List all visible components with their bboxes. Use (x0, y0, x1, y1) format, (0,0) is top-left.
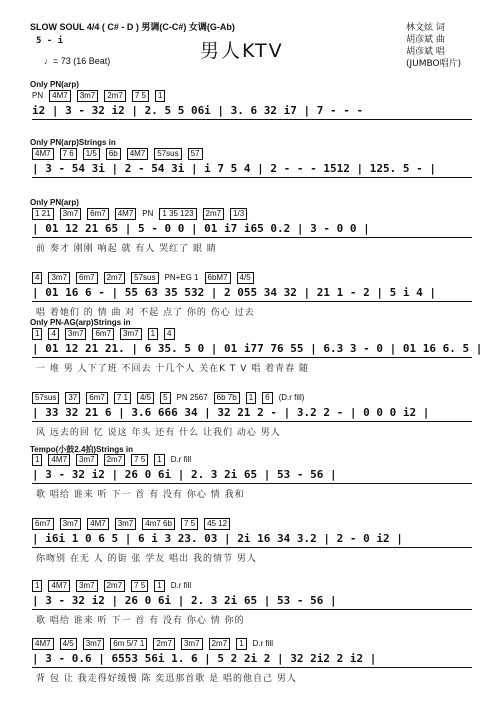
chord-symbol: 3m7 (115, 518, 137, 530)
chord-symbol: 4 (48, 328, 58, 340)
note-row: | 01 12 21 21. | 6 35. 5 0 | 01 i77 76 55 | 6.3 3 - 0 | 01 16 6. 5 | (32, 342, 483, 355)
chord-symbol: PN (142, 209, 154, 218)
chord-row (32, 208, 253, 220)
beam-underline (32, 483, 472, 484)
chord-symbol: 3m7 (60, 208, 82, 220)
chord-symbol: 7 1 (114, 392, 131, 404)
chord-symbol: 4M7 (127, 148, 149, 160)
chord-symbol: 7 5 (181, 518, 198, 530)
chord-symbol: 7 5 (131, 580, 148, 592)
lyric-row: 背 包 让 我走得好缓慢 陈 奕迅那首歌 是 唱的他自己 男人 (36, 674, 297, 684)
note-row: | 3 - 54 3i | 2 - 54 3i | i 7 5 4 | 2 - - - 1512 | 125. 5 - | (32, 162, 436, 175)
chord-symbol: 1 (236, 638, 246, 650)
chord-symbol: 7 5 (132, 90, 149, 102)
chord-row (32, 148, 209, 160)
song-title: 男人KTV (200, 40, 284, 62)
beam-underline (32, 609, 472, 610)
chord-symbol: 4m7 6b (142, 518, 175, 530)
note-row: | 3 - 32 i2 | 26 0 6i | 2. 3 2i 65 | 53 - 56 | (32, 594, 337, 607)
chord-symbol: 3m7 (60, 518, 82, 530)
chord-symbol: 3m7 (65, 328, 87, 340)
chord-symbol: D.r fill (170, 455, 192, 464)
chord-symbol: 6 (262, 392, 272, 404)
chord-symbol: 3m7 (48, 272, 70, 284)
chord-row (32, 90, 171, 102)
chord-row (32, 454, 197, 466)
chord-symbol: 4/5 (137, 392, 154, 404)
chord-symbol: 4M7 (32, 638, 54, 650)
note-row: | 3 - 32 i2 | 26 0 6i | 2. 3 2i 65 | 53 - 56 | (32, 468, 337, 481)
section-label: Only PN-AG(arp)Strings in (30, 318, 131, 327)
chord-symbol: 4 (164, 328, 174, 340)
section-label: Only PN(arp) (30, 198, 79, 207)
chord-symbol: 1 (32, 580, 42, 592)
chord-symbol: 6b 7b (214, 392, 240, 404)
chord-symbol: 3m7 (77, 90, 99, 102)
chord-symbol: 4M7 (32, 148, 54, 160)
chord-symbol: 6m7 (87, 208, 109, 220)
chord-symbol: 2m7 (203, 208, 225, 220)
note-row: | i6i 1 0 6 5 | 6 i 3 23. 03 | 2i 16 34 3.2 | 2 - 0 i2 | (32, 532, 403, 545)
chord-symbol: PN+EG 1 (164, 273, 199, 282)
beam-underline (32, 119, 472, 120)
chord-symbol: 1/3 (230, 208, 247, 220)
credit-label: (JUMBO唱片) (406, 59, 462, 69)
chord-symbol: 6bM7 (205, 272, 231, 284)
beam-underline (32, 357, 472, 358)
chord-symbol: 7 6 (60, 148, 77, 160)
chord-row (32, 328, 181, 340)
chord-symbol: 4M7 (87, 518, 109, 530)
chord-symbol: 3m7 (120, 328, 142, 340)
chord-symbol: 6m 5/7 1 (110, 638, 147, 650)
chord-symbol: PN (32, 91, 44, 100)
chord-symbol: 6m7 (86, 392, 108, 404)
chord-symbol: 1 (32, 454, 42, 466)
chord-symbol: 1 (246, 392, 256, 404)
chord-symbol: 6m7 (76, 272, 98, 284)
lyric-row: 唱 着她们 的 情 曲 对 不起 点了 你的 伤心 过去 (36, 308, 255, 318)
chord-symbol: 1 (154, 580, 164, 592)
credit-singer: 胡彦斌 唱 (406, 47, 445, 57)
chord-symbol: 4M7 (48, 454, 70, 466)
credit-composer: 胡彦斌 曲 (406, 35, 445, 45)
chord-symbol: 1 (32, 328, 42, 340)
chord-symbol: 4M7 (115, 208, 137, 220)
chord-symbol: D.r fill (252, 639, 273, 648)
credits (406, 22, 461, 70)
tempo-marking: ♩= 73 (16 Beat) (44, 56, 111, 66)
section-label: Tempo(小鼓2.4拍)Strings in (30, 445, 133, 454)
beam-underline (32, 237, 472, 238)
chord-symbol: 2m7 (104, 454, 126, 466)
chord-symbol: 2m7 (104, 90, 126, 102)
note-row: | 33 32 21 6 | 3.6 666 34 | 32 21 2 - | 3.2 2 - | 0 0 0 i2 | (32, 406, 430, 419)
beam-underline (32, 667, 472, 668)
chord-symbol: 4M7 (48, 580, 70, 592)
chord-symbol: 1 21 (32, 208, 54, 220)
chord-symbol: 4 (32, 272, 42, 284)
section-label: Only PN(arp)Strings in (30, 138, 116, 147)
chord-symbol: PN 2567 (176, 393, 208, 402)
section-label: Only PN(arp) (30, 80, 79, 89)
key-marks: 5 - i (36, 36, 64, 46)
credit-lyricist: 林文炫 词 (406, 23, 445, 33)
chord-symbol: 3m7 (83, 638, 105, 650)
chord-symbol: 5 (160, 392, 170, 404)
chord-symbol: D.r fill (170, 581, 192, 590)
chord-symbol: 1 (148, 328, 158, 340)
style-line: SLOW SOUL 4/4 ( C# - D ) 男调(C-C#) 女调(G-Ab) (30, 22, 235, 32)
chord-row (32, 638, 279, 650)
chord-symbol: 3m7 (76, 580, 98, 592)
chord-symbol: 2m7 (153, 638, 175, 650)
chord-symbol: 2m7 (104, 272, 126, 284)
lyric-row: 歌 唱给 谁来 听 下一 首 有 没有 你心 情 你的 (36, 616, 245, 626)
beam-underline (32, 421, 472, 422)
chord-symbol: 6b (106, 148, 121, 160)
chord-symbol: 4/5 (60, 638, 77, 650)
lyric-row: 你吻别 在无 人 的街 张 学友 唱出 我的情节 男人 (36, 554, 257, 564)
chord-row (32, 272, 260, 284)
chord-symbol: 1 (154, 454, 164, 466)
note-row: | 01 16 6 - | 55 63 35 532 | 2 055 34 32 | 21 1 - 2 | 5 i 4 | (32, 286, 436, 299)
chord-symbol: 2m7 (209, 638, 231, 650)
chord-symbol: 45 12 (204, 518, 230, 530)
chord-symbol: 4M7 (49, 90, 71, 102)
chord-row (32, 580, 197, 592)
note-row: | 01 12 21 65 | 5 - 0 0 | 01 i7 i65 0.2 | 3 - 0 0 | (32, 222, 370, 235)
chord-symbol: 57sus (131, 272, 158, 284)
chord-row (32, 392, 310, 404)
chord-symbol: 37 (65, 392, 80, 404)
chord-symbol: 57sus (154, 148, 181, 160)
lyric-row: 前 奏才 刚刚 响起 就 有人 哭红了 眼 睛 (36, 244, 217, 254)
beam-underline (32, 177, 472, 178)
chord-symbol: 3m7 (76, 454, 98, 466)
chord-symbol: (D.r fill) (278, 393, 305, 402)
chord-row (32, 518, 236, 530)
beam-underline (32, 547, 472, 548)
chord-symbol: 6m7 (92, 328, 114, 340)
chord-symbol: 1 35 123 (159, 208, 196, 220)
chord-symbol: 57sus (32, 392, 59, 404)
chord-symbol: 1 (155, 90, 165, 102)
note-row: i2 | 3 - 32 i2 | 2. 5 5 06i | 3. 6 32 i7 | 7 - - - (32, 104, 364, 117)
lyric-row: 歌 唱给 谁来 听 下一 首 有 没有 你心 情 我和 (36, 490, 245, 500)
chord-symbol: 57 (188, 148, 203, 160)
chord-symbol: 6m7 (32, 518, 54, 530)
lyric-row: 一 堆 男 人下了班 不回去 十几个人 关在K T V 唱 着青春 随 (36, 364, 310, 374)
note-row: | 3 - 0.6 | 6553 56i 1. 6 | 5 2 2i 2 | 32 2i2 2 i2 | (32, 652, 377, 665)
lyric-row: 风 远去的回 忆 说这 年头 还有 什么 让我们 动心 男人 (36, 428, 281, 438)
beam-underline (32, 301, 472, 302)
chord-symbol: 3m7 (181, 638, 203, 650)
chord-symbol: 4/5 (237, 272, 254, 284)
chord-symbol: 1/5 (83, 148, 100, 160)
chord-symbol: 7 5 (131, 454, 148, 466)
chord-symbol: 2m7 (104, 580, 126, 592)
